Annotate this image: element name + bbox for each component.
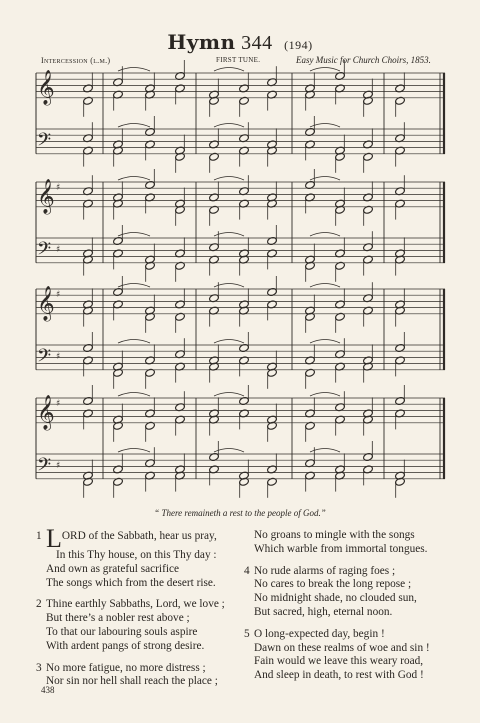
verse-line: But there’s a nobler rest above ; <box>46 612 190 625</box>
treble-clef-icon: 𝄞 <box>37 179 55 214</box>
verse-4 <box>244 565 480 620</box>
verse-line: No midnight shade, no clouded sun, <box>254 592 417 605</box>
verse-line: Nor sin nor hell shall reach the place ; <box>46 675 218 688</box>
slur <box>118 177 150 181</box>
verse-line: With ardent pangs of strong desire. <box>46 639 205 652</box>
hymn-number: 344 <box>241 32 273 54</box>
verse-line: No groans to mingle with the songs <box>254 529 415 541</box>
sharp-icon: ♯ <box>56 352 61 362</box>
verse-2 <box>36 598 266 653</box>
verse-number: 5 <box>244 627 250 640</box>
page-number: 438 <box>41 685 55 695</box>
epigraph: “ There remaineth a rest to the people of God.” <box>154 508 326 518</box>
slur <box>310 68 340 72</box>
slur <box>118 340 150 344</box>
verse-line: Fain would we leave this weary road, <box>254 655 424 668</box>
verses-right-column <box>244 529 480 691</box>
slur <box>310 393 340 397</box>
slur <box>214 124 244 128</box>
tune-source: Easy Music for Church Choirs, 1853. <box>296 55 431 65</box>
hymn-title-word: Hymn <box>167 30 236 54</box>
verse-number: 3 <box>36 661 42 674</box>
bass-clef-icon: 𝄢 <box>37 346 52 371</box>
verse-1 <box>36 524 266 590</box>
verse-line: And sleep in death, to rest with God ! <box>254 669 424 682</box>
slur <box>118 449 150 453</box>
treble-clef-icon: 𝄞 <box>37 70 55 105</box>
verse-line: 4 No rude alarms of raging foes ; <box>244 564 396 577</box>
slur <box>118 233 150 237</box>
tune-label: FIRST TUNE. <box>216 56 261 64</box>
slur <box>214 68 244 72</box>
tune-name: Intercession (l.m.) <box>41 56 111 65</box>
verse-line: Which warble from immortal tongues. <box>254 542 428 555</box>
verse-line: 1 LORD of the Sabbath, hear us pray, <box>36 524 217 553</box>
verse-3 <box>36 662 266 690</box>
slur <box>214 340 244 344</box>
verse-line: To that our labouring souls aspire <box>46 625 198 638</box>
treble-clef-icon: 𝄞 <box>37 286 55 321</box>
verse-3-continued <box>244 529 480 557</box>
treble-clef-icon: 𝄞 <box>37 395 55 430</box>
verse-number: 4 <box>244 564 250 577</box>
verse-5 <box>244 628 480 683</box>
sharp-icon: ♯ <box>56 290 61 300</box>
slur <box>310 340 340 344</box>
slur <box>118 393 150 397</box>
verse-line: But sacred, high, eternal noon. <box>254 605 393 618</box>
verse-line: Dawn on these realms of woe and sin ! <box>254 641 430 654</box>
slur <box>214 177 244 181</box>
slur <box>118 284 150 288</box>
sharp-icon: ♯ <box>56 461 61 471</box>
slur <box>310 233 340 237</box>
bass-clef-icon: 𝄢 <box>37 239 52 264</box>
bass-clef-icon: 𝄢 <box>37 455 52 480</box>
verse-line: 5 O long-expected day, begin ! <box>244 627 385 640</box>
verse-line: 2 Thine earthly Sabbaths, Lord, we love ; <box>36 598 225 611</box>
sharp-icon: ♯ <box>56 399 61 409</box>
verse-line: No cares to break the long repose ; <box>254 578 412 591</box>
drop-cap: L <box>46 524 62 553</box>
verse-number: 1 <box>36 530 42 542</box>
verse-number: 2 <box>36 598 42 611</box>
hymn-alt-number: (194) <box>284 38 313 52</box>
verse-line: 3 No more fatigue, no more distress ; <box>36 661 206 674</box>
slur <box>214 393 244 397</box>
sharp-icon: ♯ <box>56 183 61 193</box>
verse-line: The songs which from the desert rise. <box>46 576 216 589</box>
verse-line: In this Thy house, on this Thy day : <box>56 549 217 561</box>
slur <box>310 284 340 288</box>
verse-line: And own as grateful sacrifice <box>46 562 179 575</box>
verses-left-column <box>36 524 266 697</box>
sharp-icon: ♯ <box>56 245 61 255</box>
slur <box>118 124 150 128</box>
bass-clef-icon: 𝄢 <box>37 130 52 155</box>
slur <box>118 68 150 72</box>
